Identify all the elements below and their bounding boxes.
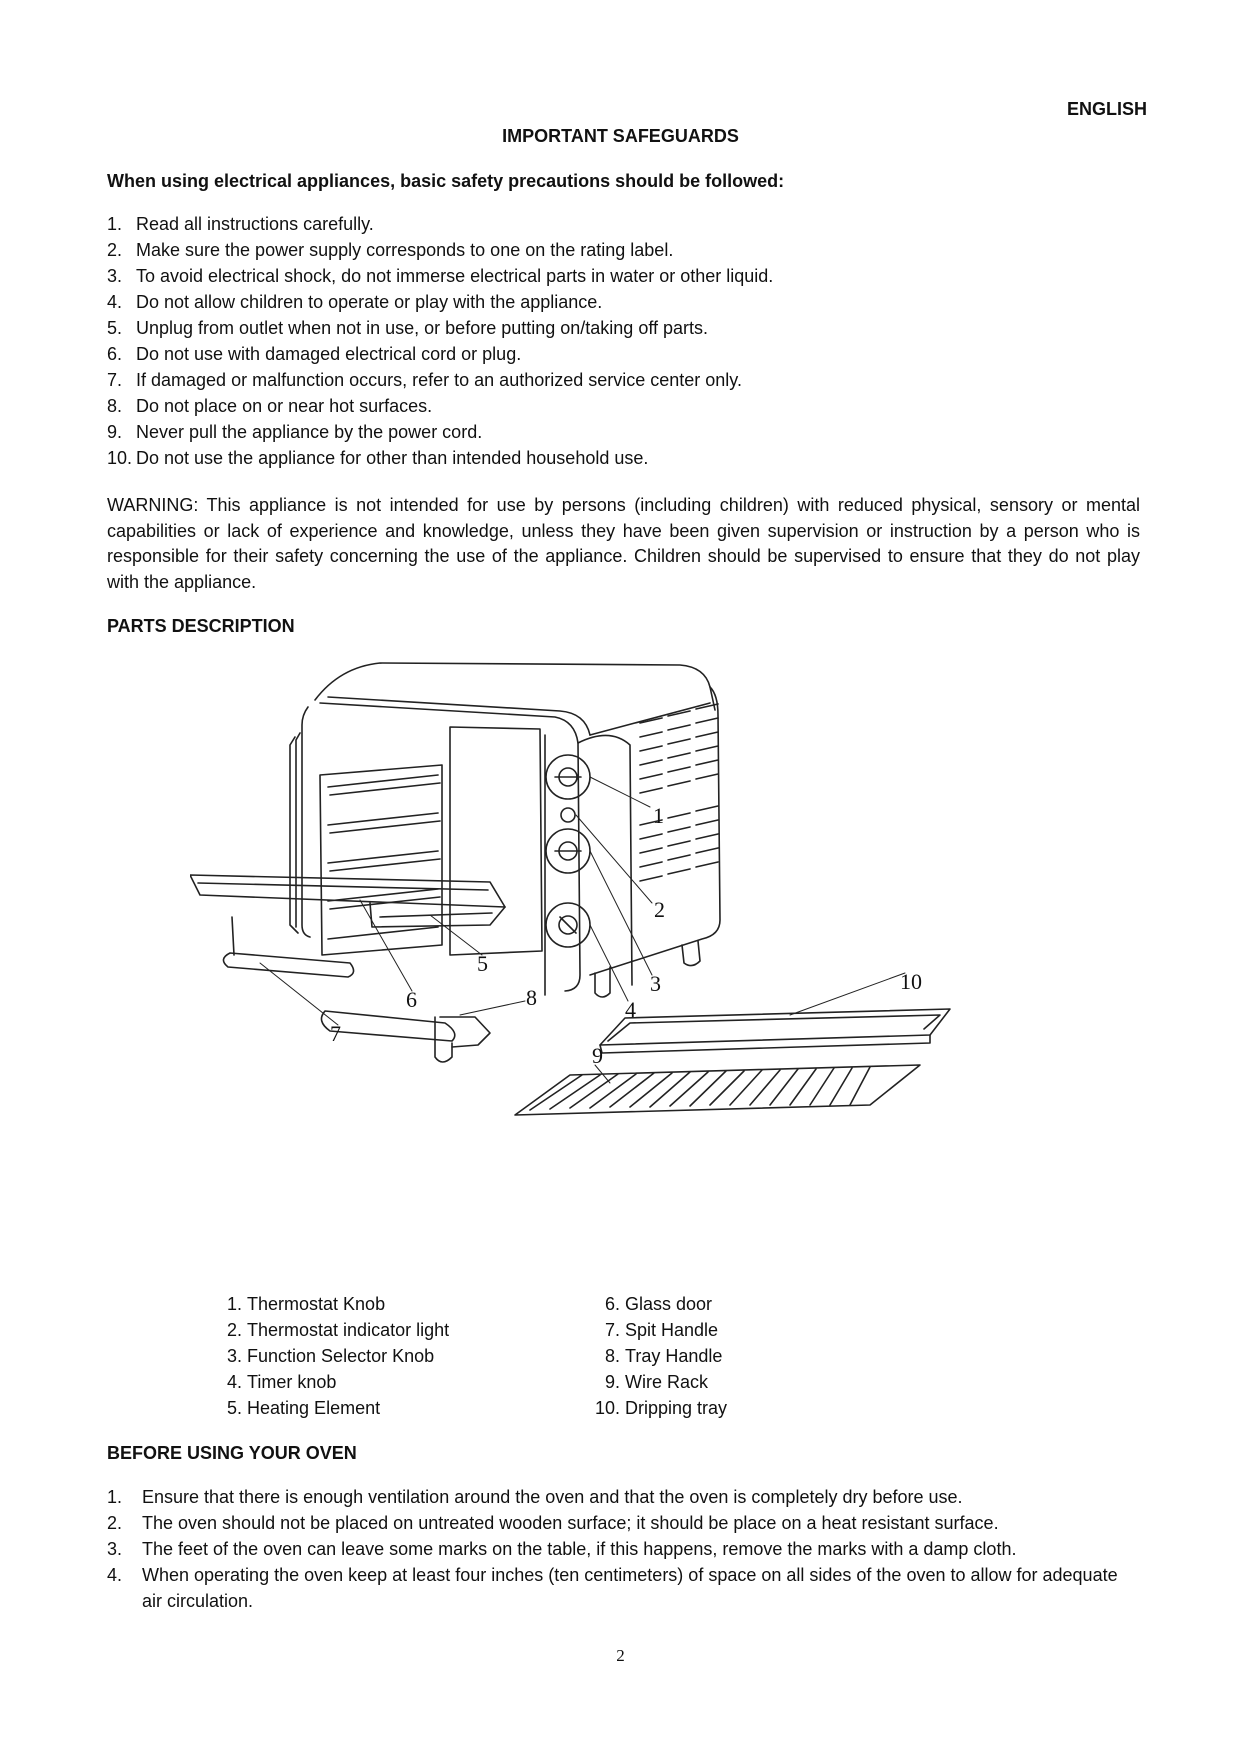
- page-number: 2: [616, 1646, 625, 1665]
- diagram-label-1: 1: [653, 803, 664, 828]
- parts-heading: PARTS DESCRIPTION: [107, 616, 295, 636]
- oven-illustration: [190, 663, 950, 1115]
- list-item: 4. Timer knob: [227, 1372, 337, 1392]
- list-item: 3. The feet of the oven can leave some marks on the table, if this happens, remove the marks with a damp cloth.: [107, 1539, 1017, 1559]
- list-item: 10. Dripping tray: [594, 1398, 728, 1418]
- diagram-labels: [330, 803, 922, 1068]
- list-item: 1. Thermostat Knob: [227, 1294, 386, 1314]
- diagram-label-3: 3: [650, 971, 661, 996]
- diagram-label-4: 4: [625, 997, 636, 1022]
- list-item: 2. Make sure the power supply corresponds to one on the rating label.: [107, 240, 674, 260]
- leader-lines: [260, 777, 905, 1083]
- parts-list-left: [227, 1291, 449, 1421]
- diagram-label-10: 10: [900, 969, 922, 994]
- safety-list: [107, 211, 773, 471]
- list-item: 6. Do not use with damaged electrical cord or plug.: [107, 344, 522, 364]
- diagram-label-8: 8: [526, 985, 537, 1010]
- list-item: 8. Do not place on or near hot surfaces.: [107, 396, 433, 416]
- list-item: 3. To avoid electrical shock, do not immerse electrical parts in water or other liquid.: [107, 266, 774, 286]
- list-item: 5. Unplug from outlet when not in use, or before putting on/taking off parts.: [107, 318, 709, 338]
- list-item: 9. Never pull the appliance by the power cord.: [107, 422, 483, 442]
- page-title: IMPORTANT SAFEGUARDS: [502, 126, 739, 146]
- list-item: 9. Wire Rack: [604, 1372, 709, 1392]
- intro-text: When using electrical appliances, basic safety precautions should be followed:: [107, 171, 785, 191]
- language-label: ENGLISH: [1066, 99, 1147, 119]
- list-item: 1. Ensure that there is enough ventilation around the oven and that the oven is completely dry before use.: [107, 1487, 963, 1507]
- list-item: 8. Tray Handle: [604, 1346, 723, 1366]
- before-heading: BEFORE USING YOUR OVEN: [107, 1443, 357, 1463]
- diagram-label-9: 9: [592, 1043, 603, 1068]
- before-list: [107, 1484, 1142, 1614]
- list-item: 6. Glass door: [604, 1294, 713, 1314]
- list-item: 7. Spit Handle: [604, 1320, 719, 1340]
- diagram-label-5: 5: [477, 951, 488, 976]
- list-item: 4. Do not allow children to operate or play with the appliance.: [107, 292, 603, 312]
- list-item: 2. Thermostat indicator light: [227, 1320, 450, 1340]
- list-item: 2. The oven should not be placed on untreated wooden surface; it should be place on a heat resistant surface.: [107, 1513, 999, 1533]
- list-item: 7. If damaged or malfunction occurs, refer to an authorized service center only.: [107, 370, 742, 390]
- diagram-label-6: 6: [406, 987, 417, 1012]
- diagram-label-2: 2: [654, 897, 665, 922]
- oven-parts-diagram: [190, 655, 1080, 1265]
- diagram-label-7: 7: [330, 1021, 341, 1046]
- list-item: 5. Heating Element: [227, 1398, 381, 1418]
- parts-list-right: [592, 1291, 727, 1421]
- list-item: 3. Function Selector Knob: [227, 1346, 435, 1366]
- list-item: 10. Do not use the appliance for other than intended household use.: [107, 448, 649, 468]
- list-item: 1. Read all instructions carefully.: [107, 214, 374, 234]
- warning-paragraph: WARNING: This appliance is not intended for use by persons (including children) with reduced physical, sensory or mental capabilities or lack of experience and knowledge, unless they have been given supervision or instruction by a person who is responsible for their safety concerning the use of the appliance. Children should be supervised to ensure that they do not play with the appliance.: [107, 495, 1140, 592]
- list-item: 4. When operating the oven keep at least four inches (ten centimeters) of space on all sides of the oven to allow for adequate air circulation.: [107, 1565, 1118, 1611]
